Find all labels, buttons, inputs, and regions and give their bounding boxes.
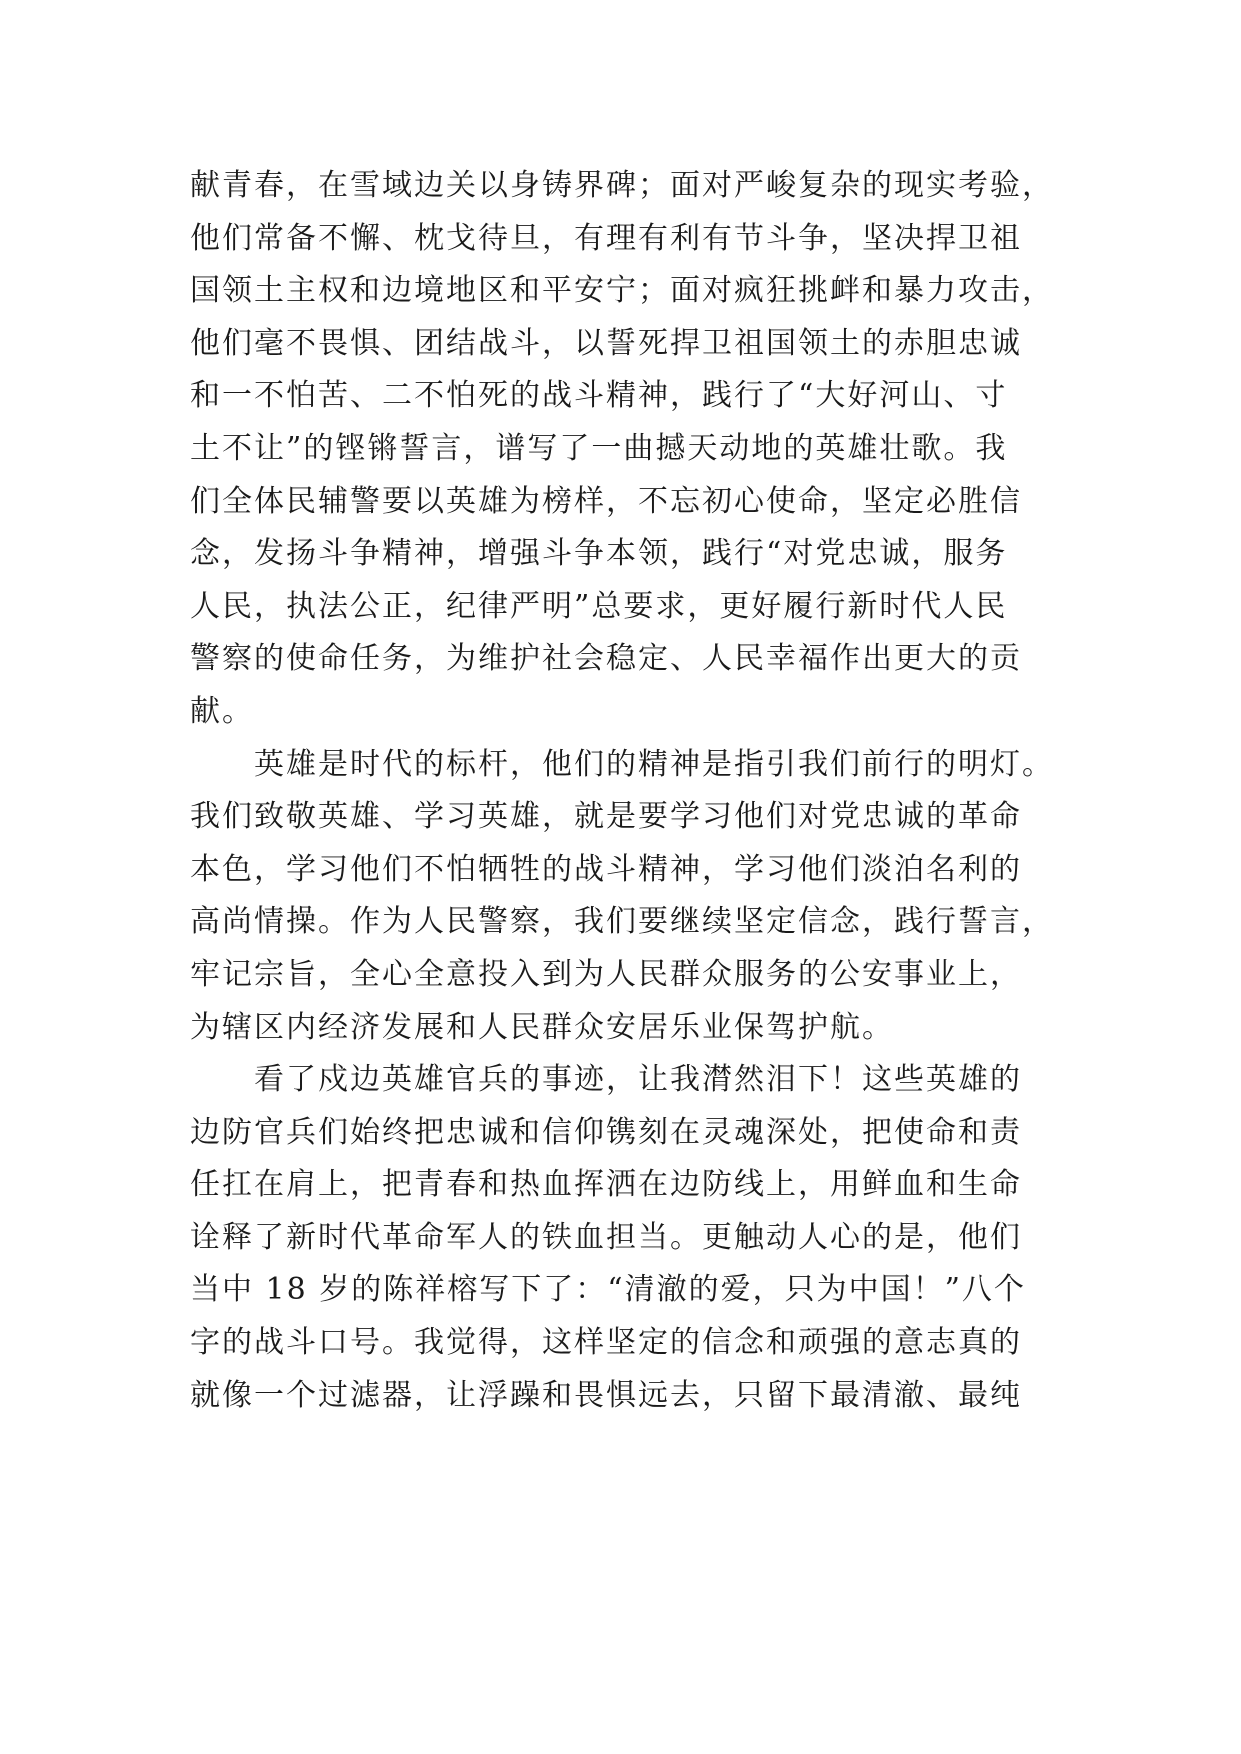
text-line: 献。 — [190, 693, 254, 729]
text-line: 我们致敬英雄、学习英雄，就是要学习他们对党忠诚的革命 — [190, 799, 1022, 835]
text-line: 牢记宗旨，全心全意投入到为人民群众服务的公安事业上， — [190, 956, 1022, 992]
text-line: 土不让”的铿锵誓言，谱写了一曲撼天动地的英雄壮歌。我 — [190, 430, 1008, 466]
text-line: 字的战斗口号。我觉得，这样坚定的信念和顽强的意志真的 — [190, 1325, 1022, 1361]
text-line: 献青春，在雪域边关以身铸界碑；面对严峻复杂的现实考验， — [190, 168, 1054, 203]
text-line: 他们常备不懈、枕戈待旦，有理有利有节斗争，坚决捍卫祖 — [190, 220, 1022, 256]
text-line: 当中 18 岁的陈祥榕写下了：“清澈的爱，只为中国！”八个 — [190, 1272, 1026, 1308]
text-line: 本色，学习他们不怕牺牲的战斗精神，学习他们淡泊名利的 — [190, 851, 1022, 887]
text-line: 诠释了新时代革命军人的铁血担当。更触动人心的是，他们 — [190, 1219, 1022, 1255]
text-line: 为辖区内经济发展和人民群众安居乐业保驾护航。 — [190, 1009, 894, 1045]
text-line: 任扛在肩上，把青春和热血挥洒在边防线上，用鲜血和生命 — [190, 1167, 1022, 1203]
text-line: 他们毫不畏惧、团结战斗，以誓死捍卫祖国领土的赤胆忠诚 — [190, 325, 1022, 361]
text-line: 高尚情操。作为人民警察，我们要继续坚定信念，践行誓言， — [190, 904, 1054, 940]
text-line: 边防官兵们始终把忠诚和信仰镌刻在灵魂深处，把使命和责 — [190, 1114, 1022, 1150]
text-line: 国领土主权和边境地区和平安宁；面对疯狂挑衅和暴力攻击， — [190, 273, 1054, 309]
text-line: 就像一个过滤器，让浮躁和畏惧远去，只留下最清澈、最纯 — [190, 1377, 1022, 1413]
body-text — [190, 160, 1070, 1422]
text-line: 人民，执法公正，纪律严明”总要求，更好履行新时代人民 — [190, 588, 1008, 624]
paragraph-start-line: 英雄是时代的标杆，他们的精神是指引我们前行的明灯。 — [190, 746, 1054, 782]
paragraph-start-line: 看了戍边英雄官兵的事迹，让我潸然泪下！这些英雄的 — [190, 1062, 1022, 1098]
text-line: 和一不怕苦、二不怕死的战斗精神，践行了“大好河山、寸 — [190, 378, 1008, 414]
text-line: 们全体民辅警要以英雄为榜样，不忘初心使命，坚定必胜信 — [190, 483, 1022, 519]
text-line: 念，发扬斗争精神，增强斗争本领，践行“对党忠诚，服务 — [190, 536, 1008, 572]
text-line: 警察的使命任务，为维护社会稳定、人民幸福作出更大的贡 — [190, 641, 1022, 677]
